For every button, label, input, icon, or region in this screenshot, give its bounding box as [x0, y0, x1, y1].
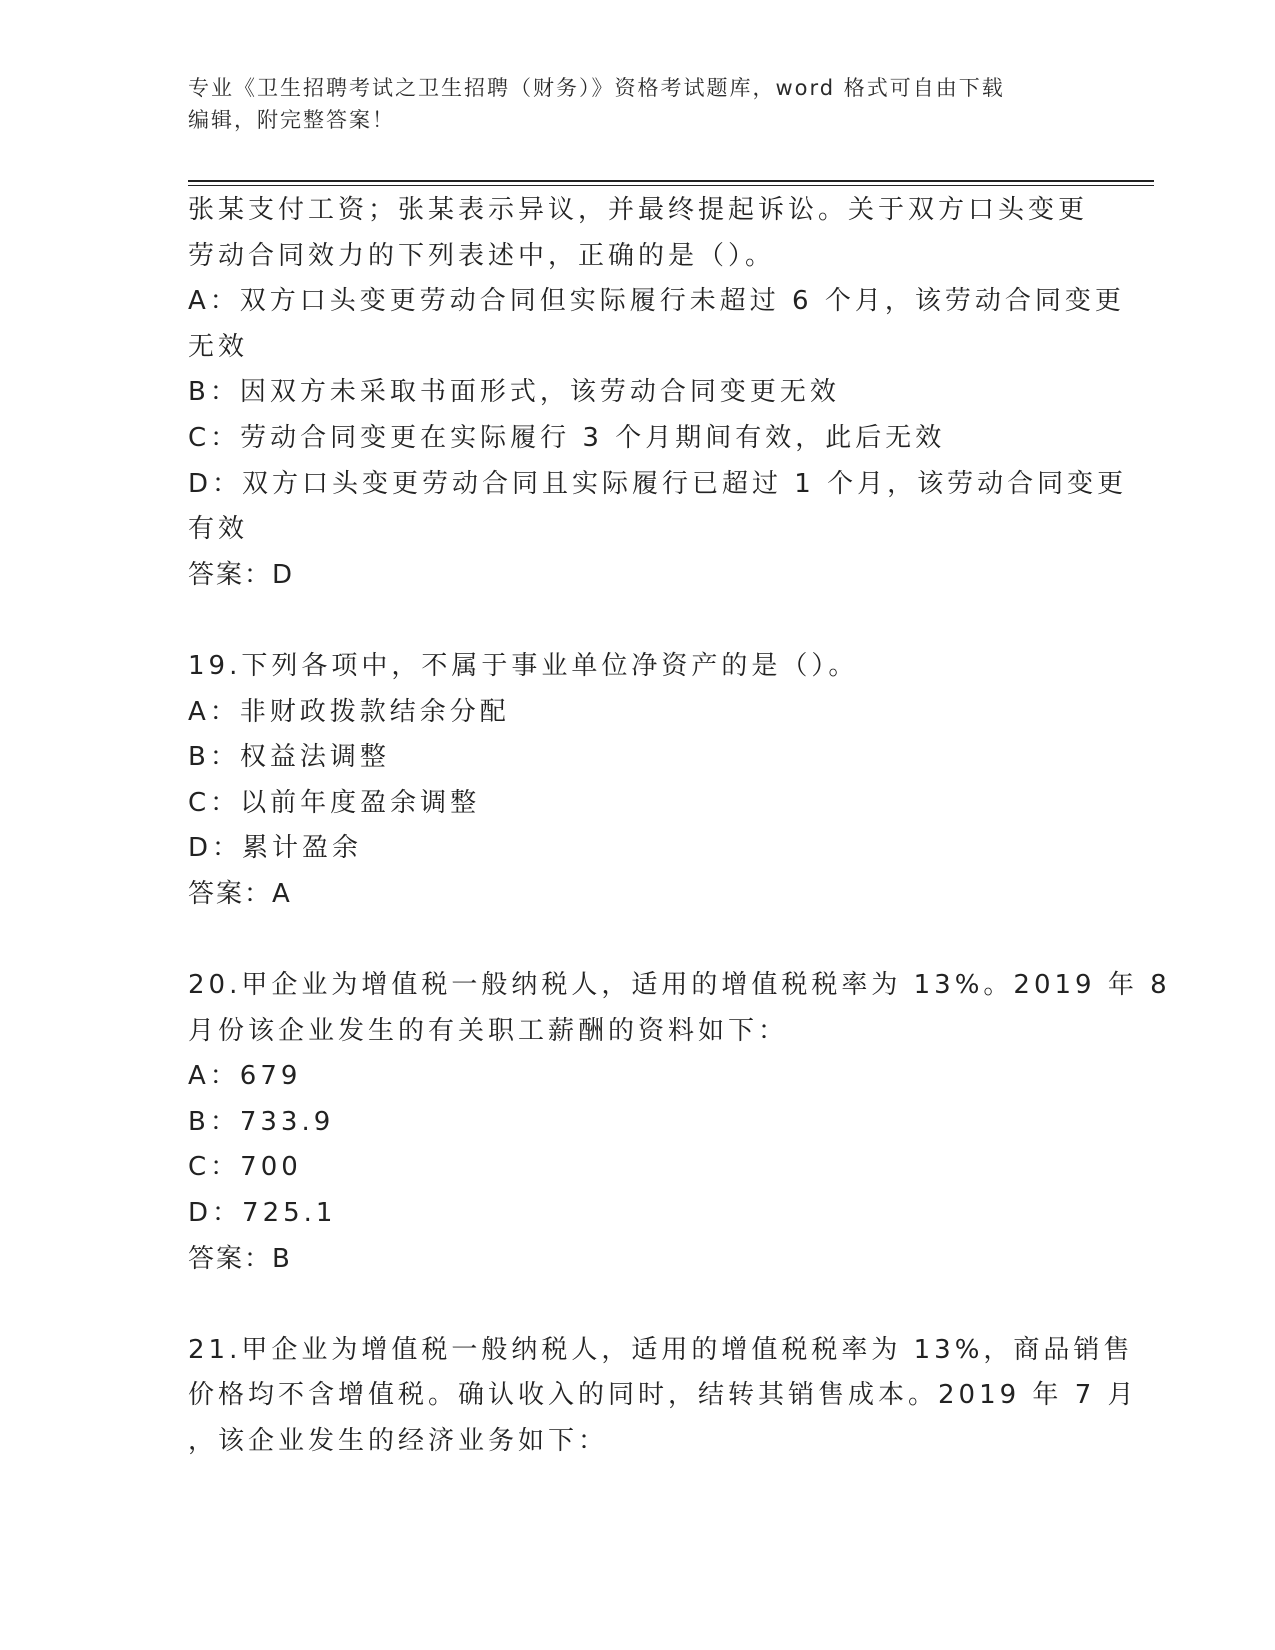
header-line-1: 专业《卫生招聘考试之卫生招聘（财务）》资格考试题库，word 格式可自由下载	[188, 76, 1005, 100]
spacer	[188, 918, 1088, 964]
answer: 答案：D	[188, 559, 295, 590]
option-b: B：权益法调整	[188, 742, 390, 773]
header-rule-thick	[188, 180, 1154, 182]
question-stem: 价格均不含增值税。确认收入的同时，结转其销售成本。2019 年 7 月	[188, 1380, 1138, 1411]
question-18	[188, 188, 1128, 598]
answer: 答案：B	[188, 1243, 292, 1274]
option-c: C：以前年度盈余调整	[188, 787, 481, 818]
question-21	[188, 1328, 1138, 1465]
question-stem: 劳动合同效力的下列表述中，正确的是（）。	[188, 240, 776, 271]
header-line-2: 编辑，附完整答案！	[188, 108, 395, 132]
answer: 答案：A	[188, 878, 292, 909]
question-stem: 月份该企业发生的有关职工薪酬的资料如下：	[188, 1015, 789, 1046]
option-a-cont: 无效	[188, 331, 249, 362]
option-a: A：679	[188, 1061, 302, 1092]
option-d: D：725.1	[188, 1198, 337, 1229]
option-d: D：双方口头变更劳动合同且实际履行已超过 1 个月，该劳动合同变更	[188, 468, 1128, 499]
option-d: D：累计盈余	[188, 833, 363, 864]
question-20	[188, 963, 1171, 1282]
question-stem: 21.甲企业为增值税一般纳税人，适用的增值税税率为 13%，商品销售	[188, 1334, 1134, 1365]
question-stem: 20.甲企业为增值税一般纳税人，适用的增值税税率为 13%。2019 年 8	[188, 970, 1171, 1001]
spacer	[188, 1282, 1088, 1328]
option-d-cont: 有效	[188, 514, 249, 545]
option-b: B：因双方未采取书面形式，该劳动合同变更无效	[188, 377, 840, 408]
option-c: C：700	[188, 1152, 302, 1183]
question-stem: 19.下列各项中，不属于事业单位净资产的是（）。	[188, 650, 859, 681]
option-a: A：非财政拨款结余分配	[188, 696, 510, 727]
option-b: B：733.9	[188, 1106, 335, 1137]
option-c: C：劳动合同变更在实际履行 3 个月期间有效，此后无效	[188, 422, 946, 453]
question-stem: ，该企业发生的经济业务如下：	[188, 1426, 609, 1457]
question-content	[188, 188, 1171, 1465]
spacer	[188, 598, 1088, 644]
option-a: A：双方口头变更劳动合同但实际履行未超过 6 个月，该劳动合同变更	[188, 286, 1125, 317]
question-stem: 张某支付工资；张某表示异议，并最终提起诉讼。关于双方口头变更	[188, 195, 1089, 225]
document-header	[188, 72, 1068, 136]
question-19	[188, 644, 1088, 918]
header-rule-thin	[188, 185, 1154, 186]
